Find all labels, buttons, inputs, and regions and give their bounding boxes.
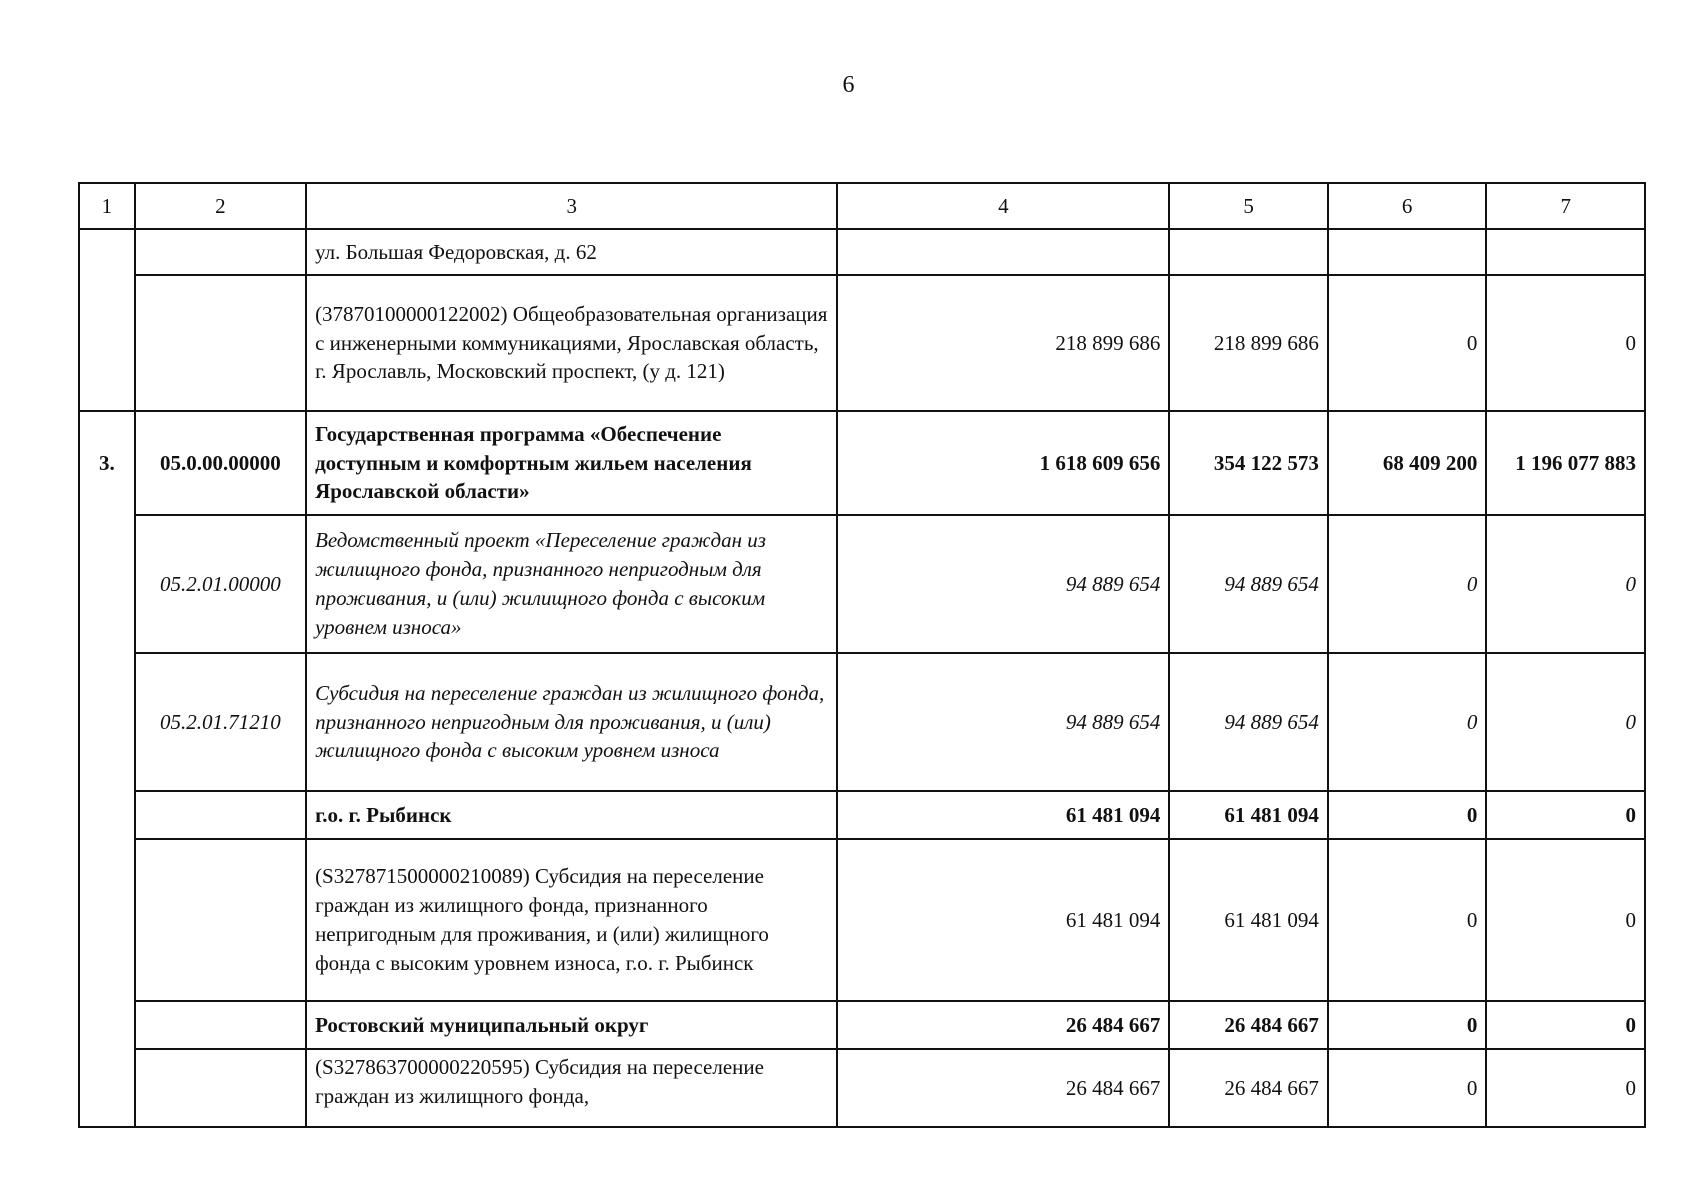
row-description: ул. Большая Федоровская, д. 62 (306, 229, 837, 275)
row-value-col4: 26 484 667 (837, 1001, 1169, 1049)
row-index (79, 791, 135, 839)
row-index (79, 229, 135, 275)
row-value-col7: 1 196 077 883 (1486, 411, 1645, 515)
row-value-col7: 0 (1486, 1049, 1645, 1127)
row-value-col5 (1169, 229, 1328, 275)
row-value-col5: 61 481 094 (1169, 791, 1328, 839)
row-value-col6: 0 (1328, 1001, 1487, 1049)
row-value-col5: 61 481 094 (1169, 839, 1328, 1001)
row-description: (S327871500000210089) Субсидия на переселение граждан из жилищного фонда, признанного непригодным для проживания, и (или) жилищного фонда с высоким уровнем износа, г.о. г. Рыбинск (306, 839, 837, 1001)
row-index (79, 275, 135, 411)
row-value-col6: 0 (1328, 653, 1487, 791)
table-row (79, 1001, 1645, 1049)
row-description: (S327863700000220595) Субсидия на переселение граждан из жилищного фонда, (306, 1049, 837, 1127)
row-value-col4: 61 481 094 (837, 791, 1169, 839)
table-row (79, 791, 1645, 839)
row-description: Субсидия на переселение граждан из жилищного фонда, признанного непригодным для проживания, и (или) жилищного фонда с высоким уровнем износа (306, 653, 837, 791)
row-value-col6: 0 (1328, 839, 1487, 1001)
row-description: Ростовский муниципальный округ (306, 1001, 837, 1049)
row-value-col7: 0 (1486, 839, 1645, 1001)
table-row (79, 411, 1645, 515)
column-header: 5 (1169, 183, 1328, 229)
row-code (135, 1049, 306, 1127)
row-value-col6: 0 (1328, 791, 1487, 839)
row-code (135, 229, 306, 275)
budget-table (78, 182, 1646, 1128)
column-header: 3 (306, 183, 837, 229)
column-header: 6 (1328, 183, 1487, 229)
row-code (135, 1001, 306, 1049)
row-value-col5: 26 484 667 (1169, 1001, 1328, 1049)
row-value-col6: 68 409 200 (1328, 411, 1487, 515)
row-value-col7: 0 (1486, 1001, 1645, 1049)
row-index (79, 1049, 135, 1127)
row-value-col6: 0 (1328, 1049, 1487, 1127)
row-value-col4: 1 618 609 656 (837, 411, 1169, 515)
row-value-col4: 218 899 686 (837, 275, 1169, 411)
row-value-col5: 94 889 654 (1169, 653, 1328, 791)
row-value-col4: 94 889 654 (837, 515, 1169, 653)
table-row (79, 1049, 1645, 1127)
row-value-col5: 354 122 573 (1169, 411, 1328, 515)
row-value-col4: 94 889 654 (837, 653, 1169, 791)
row-description: г.о. г. Рыбинск (306, 791, 837, 839)
row-code: 05.2.01.00000 (135, 515, 306, 653)
row-value-col5: 94 889 654 (1169, 515, 1328, 653)
table-row (79, 515, 1645, 653)
row-code: 05.0.00.00000 (135, 411, 306, 515)
row-value-col7: 0 (1486, 515, 1645, 653)
row-code (135, 839, 306, 1001)
row-index: 3. (79, 411, 135, 515)
row-description: (37870100000122002) Общеобразовательная организация с инженерными коммуникациями, Ярославская область, г. Ярославль, Московский проспект, (у д. 121) (306, 275, 837, 411)
row-code: 05.2.01.71210 (135, 653, 306, 791)
row-value-col4 (837, 229, 1169, 275)
row-value-col7: 0 (1486, 275, 1645, 411)
table-row (79, 653, 1645, 791)
table-row (79, 229, 1645, 275)
table-header-row (79, 183, 1645, 229)
row-code (135, 791, 306, 839)
row-code (135, 275, 306, 411)
row-value-col4: 26 484 667 (837, 1049, 1169, 1127)
row-value-col7 (1486, 229, 1645, 275)
column-header: 1 (79, 183, 135, 229)
row-index (79, 839, 135, 1001)
row-value-col5: 26 484 667 (1169, 1049, 1328, 1127)
row-value-col7: 0 (1486, 791, 1645, 839)
row-value-col4: 61 481 094 (837, 839, 1169, 1001)
row-value-col6: 0 (1328, 515, 1487, 653)
row-description: Государственная программа «Обеспечение доступным и комфортным жильем населения Ярославской области» (306, 411, 837, 515)
row-index (79, 515, 135, 653)
column-header: 2 (135, 183, 306, 229)
table-row (79, 839, 1645, 1001)
row-value-col5: 218 899 686 (1169, 275, 1328, 411)
row-index (79, 653, 135, 791)
row-value-col6 (1328, 229, 1487, 275)
row-value-col6: 0 (1328, 275, 1487, 411)
row-description: Ведомственный проект «Переселение граждан из жилищного фонда, признанного непригодным для проживания, и (или) жилищного фонда с высоким уровнем износа» (306, 515, 837, 653)
table-row (79, 275, 1645, 411)
page-number: 6 (842, 72, 855, 98)
row-index (79, 1001, 135, 1049)
row-value-col7: 0 (1486, 653, 1645, 791)
column-header: 4 (837, 183, 1169, 229)
column-header: 7 (1486, 183, 1645, 229)
